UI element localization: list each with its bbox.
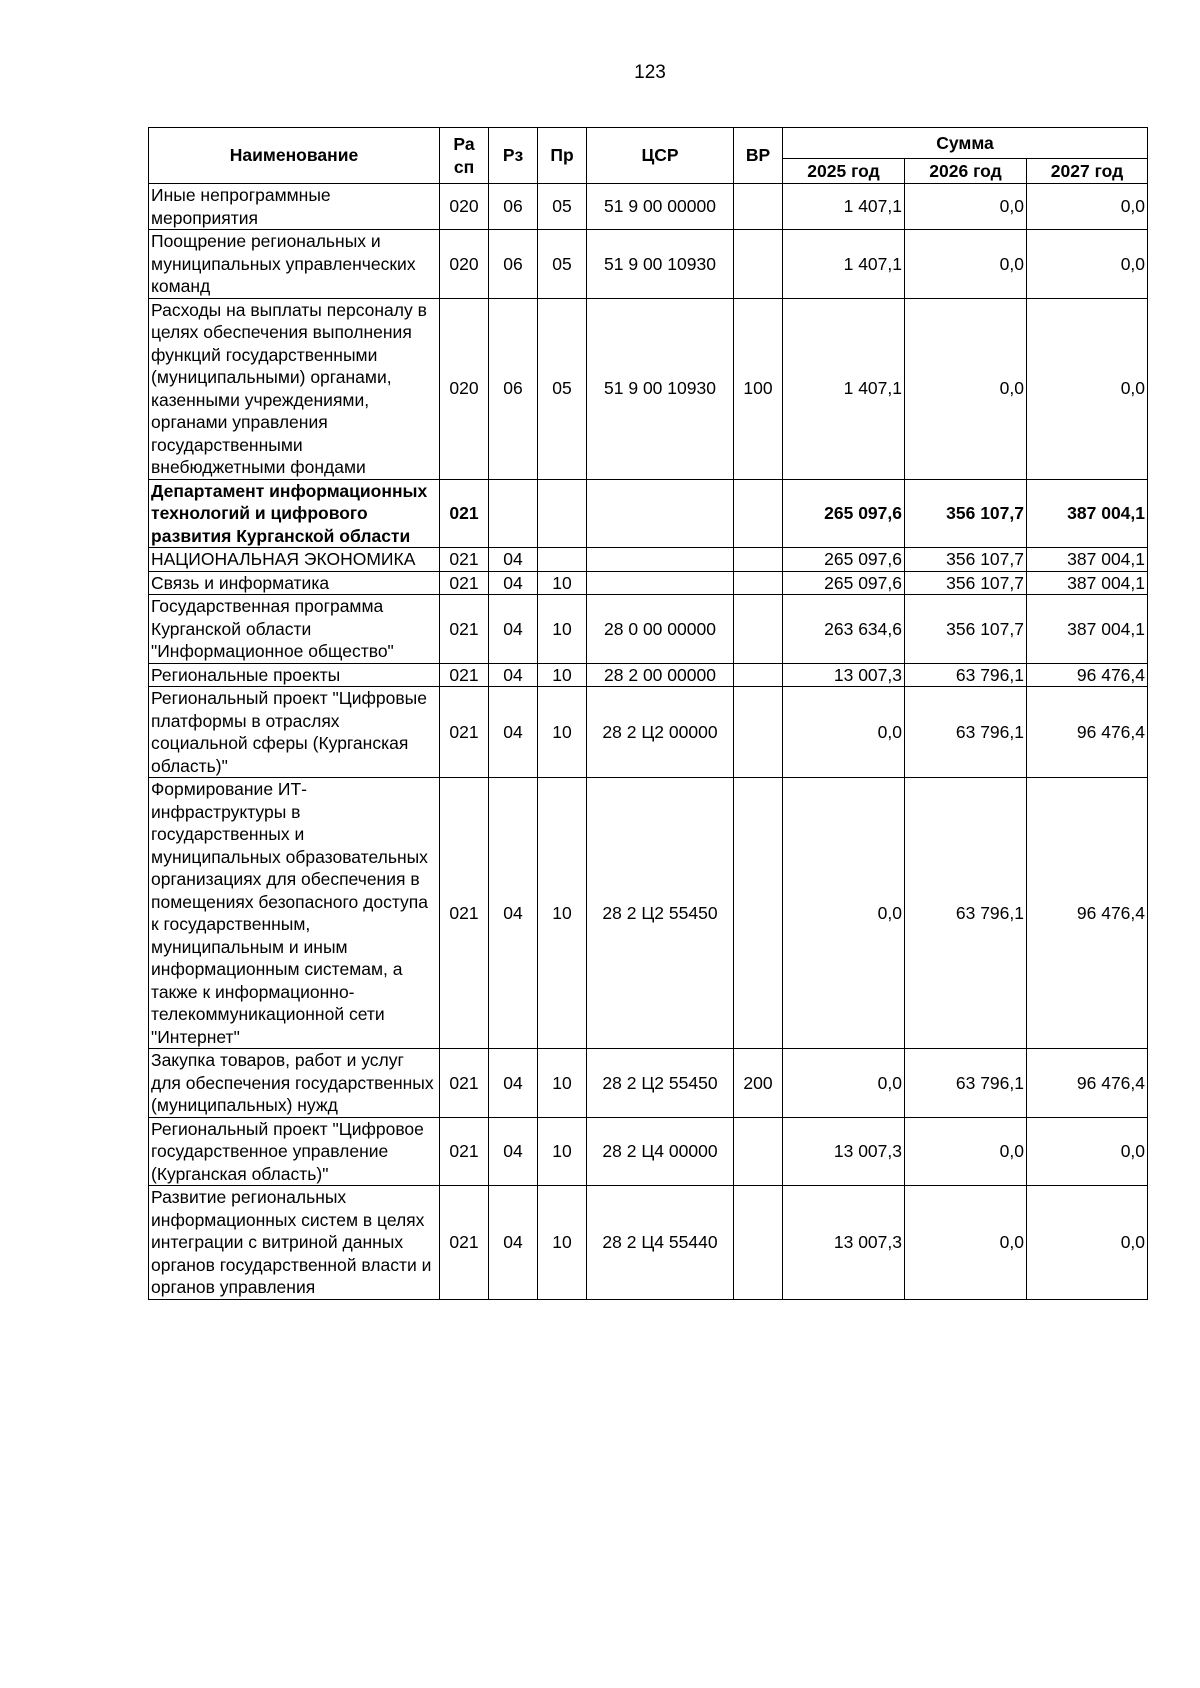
cell-sum-2027: 96 476,4 (1027, 663, 1148, 687)
cell-name: Формирование ИТ-инфраструктуры в государственных и муниципальных образовательных организациях для обеспечения в помещениях безопасного доступа к государственным, муниципальным и иным информационным системам, а также к информационно-телекоммуникационной сети "Интернет" (149, 778, 440, 1049)
cell-rasp: 021 (440, 1049, 489, 1118)
cell-name: Государственная программа Курганской области "Информационное общество" (149, 595, 440, 664)
cell-rasp: 020 (440, 184, 489, 230)
header-name: Наименование (149, 128, 440, 184)
cell-sum-2025: 13 007,3 (783, 663, 905, 687)
header-sum: Сумма (783, 128, 1148, 159)
cell-csr: 28 2 Ц2 55450 (587, 778, 734, 1049)
header-csr: ЦСР (587, 128, 734, 184)
cell-csr: 28 0 00 00000 (587, 595, 734, 664)
cell-sum-2027: 0,0 (1027, 230, 1148, 299)
cell-sum-2026: 0,0 (905, 1117, 1027, 1186)
cell-sum-2025: 1 407,1 (783, 298, 905, 479)
cell-sum-2027: 387 004,1 (1027, 595, 1148, 664)
cell-csr (587, 479, 734, 548)
table-row (149, 230, 1148, 299)
cell-vr (734, 687, 783, 778)
cell-rz: 04 (489, 1117, 538, 1186)
table-row (149, 595, 1148, 664)
cell-sum-2026: 356 107,7 (905, 595, 1027, 664)
cell-name: Иные непрограммные мероприятия (149, 184, 440, 230)
cell-rz: 04 (489, 548, 538, 572)
cell-csr: 28 2 Ц4 55440 (587, 1186, 734, 1300)
cell-sum-2026: 356 107,7 (905, 571, 1027, 595)
cell-pr (538, 548, 587, 572)
cell-sum-2027: 0,0 (1027, 1186, 1148, 1300)
table-row (149, 571, 1148, 595)
cell-rasp: 020 (440, 230, 489, 299)
cell-pr: 10 (538, 663, 587, 687)
cell-rz: 04 (489, 663, 538, 687)
table-row (149, 479, 1148, 548)
cell-vr (734, 184, 783, 230)
table-row (149, 1186, 1148, 1300)
cell-sum-2026: 356 107,7 (905, 479, 1027, 548)
cell-rz: 04 (489, 595, 538, 664)
cell-name: Региональный проект "Цифровое государственное управление (Курганская область)" (149, 1117, 440, 1186)
header-2027: 2027 год (1027, 159, 1148, 184)
cell-csr: 51 9 00 10930 (587, 298, 734, 479)
cell-sum-2027: 0,0 (1027, 184, 1148, 230)
cell-sum-2025: 1 407,1 (783, 184, 905, 230)
header-rz: Рз (489, 128, 538, 184)
cell-sum-2027: 0,0 (1027, 298, 1148, 479)
header-2025: 2025 год (783, 159, 905, 184)
table-row (149, 298, 1148, 479)
cell-name: Связь и информатика (149, 571, 440, 595)
cell-sum-2027: 0,0 (1027, 1117, 1148, 1186)
cell-csr: 51 9 00 00000 (587, 184, 734, 230)
cell-sum-2026: 63 796,1 (905, 1049, 1027, 1118)
cell-vr (734, 778, 783, 1049)
cell-sum-2025: 0,0 (783, 778, 905, 1049)
cell-sum-2027: 387 004,1 (1027, 479, 1148, 548)
cell-name: Региональный проект "Цифровые платформы в отраслях социальной сферы (Курганская область)" (149, 687, 440, 778)
cell-pr: 10 (538, 1117, 587, 1186)
cell-name: Поощрение региональных и муниципальных управленческих команд (149, 230, 440, 299)
cell-pr: 05 (538, 230, 587, 299)
cell-pr: 10 (538, 1186, 587, 1300)
cell-sum-2027: 96 476,4 (1027, 687, 1148, 778)
cell-pr (538, 479, 587, 548)
cell-vr (734, 571, 783, 595)
cell-rz: 04 (489, 687, 538, 778)
cell-sum-2026: 0,0 (905, 230, 1027, 299)
cell-sum-2025: 265 097,6 (783, 479, 905, 548)
cell-name: Департамент информационных технологий и цифрового развития Курганской области (149, 479, 440, 548)
header-rasp: Ра сп (440, 128, 489, 184)
cell-rz: 04 (489, 571, 538, 595)
cell-pr: 10 (538, 571, 587, 595)
cell-csr: 28 2 Ц2 00000 (587, 687, 734, 778)
cell-sum-2026: 356 107,7 (905, 548, 1027, 572)
cell-csr: 28 2 Ц2 55450 (587, 1049, 734, 1118)
cell-rz: 04 (489, 1049, 538, 1118)
cell-rasp: 021 (440, 687, 489, 778)
cell-csr (587, 571, 734, 595)
cell-sum-2025: 265 097,6 (783, 548, 905, 572)
cell-pr: 10 (538, 687, 587, 778)
cell-sum-2027: 96 476,4 (1027, 778, 1148, 1049)
cell-rz: 06 (489, 230, 538, 299)
cell-pr: 10 (538, 1049, 587, 1118)
cell-vr: 200 (734, 1049, 783, 1118)
cell-sum-2027: 387 004,1 (1027, 548, 1148, 572)
cell-rasp: 021 (440, 479, 489, 548)
cell-name: Региональные проекты (149, 663, 440, 687)
cell-vr (734, 548, 783, 572)
cell-name: НАЦИОНАЛЬНАЯ ЭКОНОМИКА (149, 548, 440, 572)
cell-rasp: 021 (440, 548, 489, 572)
cell-sum-2026: 63 796,1 (905, 663, 1027, 687)
cell-vr (734, 663, 783, 687)
table-row (149, 1117, 1148, 1186)
cell-name: Закупка товаров, работ и услуг для обеспечения государственных (муниципальных) нужд (149, 1049, 440, 1118)
cell-rasp: 021 (440, 663, 489, 687)
cell-sum-2025: 0,0 (783, 687, 905, 778)
cell-rz: 04 (489, 1186, 538, 1300)
cell-rasp: 021 (440, 571, 489, 595)
header-2026: 2026 год (905, 159, 1027, 184)
cell-vr (734, 479, 783, 548)
cell-vr (734, 1117, 783, 1186)
cell-rasp: 021 (440, 1117, 489, 1186)
cell-sum-2025: 13 007,3 (783, 1117, 905, 1186)
cell-vr (734, 595, 783, 664)
header-vr: ВР (734, 128, 783, 184)
cell-rasp: 021 (440, 595, 489, 664)
cell-sum-2026: 63 796,1 (905, 778, 1027, 1049)
cell-rasp: 021 (440, 778, 489, 1049)
cell-vr (734, 230, 783, 299)
cell-sum-2026: 0,0 (905, 184, 1027, 230)
cell-pr: 10 (538, 595, 587, 664)
cell-pr: 05 (538, 184, 587, 230)
cell-csr (587, 548, 734, 572)
cell-sum-2027: 387 004,1 (1027, 571, 1148, 595)
cell-csr: 28 2 Ц4 00000 (587, 1117, 734, 1186)
cell-rz: 04 (489, 778, 538, 1049)
table-row (149, 184, 1148, 230)
table-row (149, 778, 1148, 1049)
cell-sum-2027: 96 476,4 (1027, 1049, 1148, 1118)
cell-rz (489, 479, 538, 548)
cell-rasp: 020 (440, 298, 489, 479)
table-body (149, 184, 1148, 1300)
table-row (149, 1049, 1148, 1118)
cell-pr: 10 (538, 778, 587, 1049)
cell-rasp: 021 (440, 1186, 489, 1300)
cell-sum-2025: 1 407,1 (783, 230, 905, 299)
cell-rz: 06 (489, 184, 538, 230)
cell-vr (734, 1186, 783, 1300)
cell-sum-2026: 0,0 (905, 298, 1027, 479)
cell-sum-2025: 13 007,3 (783, 1186, 905, 1300)
cell-rz: 06 (489, 298, 538, 479)
cell-sum-2026: 0,0 (905, 1186, 1027, 1300)
cell-name: Расходы на выплаты персоналу в целях обеспечения выполнения функций государственными (муниципальными) органами, казенными учреждениями, органами управления государственными внебюджетными фондами (149, 298, 440, 479)
cell-csr: 28 2 00 00000 (587, 663, 734, 687)
cell-sum-2025: 265 097,6 (783, 571, 905, 595)
page-number: 123 (634, 62, 666, 83)
cell-name: Развитие региональных информационных систем в целях интеграции с витриной данных органов государственной власти и органов управления (149, 1186, 440, 1300)
cell-csr: 51 9 00 10930 (587, 230, 734, 299)
cell-sum-2025: 0,0 (783, 1049, 905, 1118)
table-row (149, 548, 1148, 572)
table-row (149, 687, 1148, 778)
cell-sum-2025: 263 634,6 (783, 595, 905, 664)
cell-pr: 05 (538, 298, 587, 479)
header-pr: Пр (538, 128, 587, 184)
cell-sum-2026: 63 796,1 (905, 687, 1027, 778)
budget-table (148, 127, 1148, 1300)
cell-vr: 100 (734, 298, 783, 479)
table-row (149, 663, 1148, 687)
